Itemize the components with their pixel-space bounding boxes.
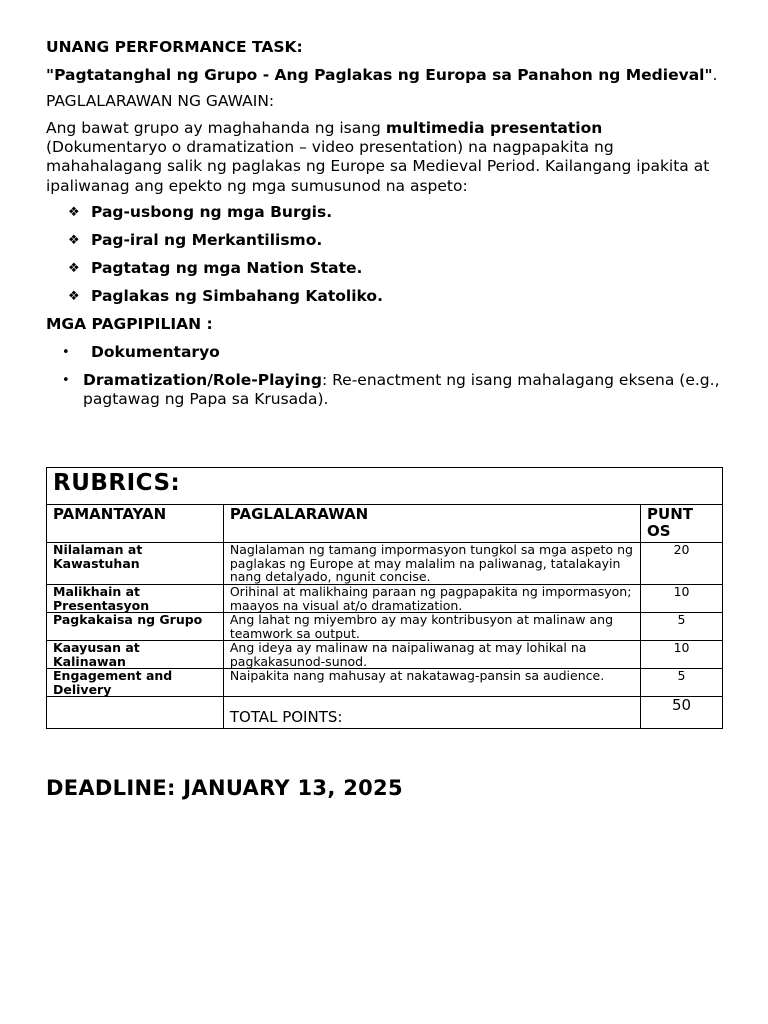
description-label: PAGLALARAWAN NG GAWAIN: [46,92,275,110]
option-item [62,371,726,409]
table-row [47,585,723,613]
table-row [47,543,723,585]
task-title-text: "Pagtatanghal ng Grupo - Ang Paglakas ng Europa sa Panahon ng Medieval" [46,66,713,84]
criterion-cell: Nilalaman at Kawastuhan [47,543,224,585]
table-row [47,641,723,669]
description-rest: (Dokumentaryo o dramatization – video presentation) na nagpapakita ng mahahalagang salik ng paglakas ng Europe sa Medieval Period. Kailangang ipakita at ipaliwanag ang epekto ng mga sumusunod na aspeto: [46,138,710,195]
aspect-item [68,203,726,222]
description-cell: Naglalaman ng tamang impormasyon tungkol sa mga aspeto ng paglakas ng Europe at may malalim na paliwanag, tatalakayin nang detalyado, ngunit concise. [223,543,640,585]
diamond-bullet-icon: ❖ [68,288,80,304]
aspect-item [68,259,726,278]
rubrics-title: RUBRICS: [47,468,723,505]
points-cell: 5 [641,613,723,641]
task-title [46,66,726,85]
options-list [46,343,726,409]
task-heading: UNANG PERFORMANCE TASK: [46,38,303,56]
column-header-description: PAGLALARAWAN [223,505,640,543]
points-cell: 5 [641,669,723,697]
description-intro: Ang bawat grupo ay maghahanda ng isang [46,119,386,137]
description-cell: Naipakita nang mahusay at nakatawag-pansin sa audience. [223,669,640,697]
task-section [46,38,726,418]
diamond-bullet-icon: ❖ [68,204,80,220]
aspect-item [68,231,726,250]
aspects-list [46,203,726,306]
rubrics-table [46,467,723,729]
total-points-label: TOTAL POINTS: [223,697,640,729]
diamond-bullet-icon: ❖ [68,232,80,248]
aspect-item [68,287,726,306]
option-name: Dokumentaryo [91,342,220,361]
criterion-cell: Kaayusan at Kalinawan [47,641,224,669]
criterion-cell: Malikhain at Presentasyon [47,585,224,613]
option-item [62,343,726,362]
points-cell: 10 [641,641,723,669]
option-name: Dramatization/Role-Playing [83,370,322,389]
total-row [47,697,723,729]
diamond-bullet-icon: ❖ [68,260,80,276]
description-cell: Ang ideya ay malinaw na naipaliwanag at may lohikal na pagkakasunod-sunod. [223,641,640,669]
table-row [47,669,723,697]
aspect-label: Paglakas ng Simbahang Katoliko. [91,286,383,305]
description-cell: Orihinal at malikhaing paraan ng pagpapakita ng impormasyon; maayos na visual at/o dramatization. [223,585,640,613]
aspect-label: Pagtatag ng mga Nation State. [91,258,363,277]
task-description [46,119,726,196]
dot-bullet-icon: • [62,344,70,360]
description-cell: Ang lahat ng miyembro ay may kontribusyon at malinaw ang teamwork sa output. [223,613,640,641]
options-label: MGA PAGPIPILIAN : [46,314,213,333]
points-cell: 20 [641,543,723,585]
total-points-value: 50 [641,697,723,729]
empty-cell [47,697,224,729]
rubrics-title-row [47,468,723,505]
aspect-label: Pag-iral ng Merkantilismo. [91,230,323,249]
aspect-label: Pag-usbong ng mga Burgis. [91,202,333,221]
column-header-criterion: PAMANTAYAN [47,505,224,543]
dot-bullet-icon: • [62,372,70,388]
table-row [47,613,723,641]
column-header-points: PUNT OS [641,505,723,543]
option-detail: : Re-enactment ng isang mahalagang eksena (e.g., pagtawag ng Papa sa Krusada). [83,370,720,408]
deadline: DEADLINE: JANUARY 13, 2025 [46,776,403,800]
task-title-period: . [712,66,718,84]
rubrics-header-row [47,505,723,543]
description-bold: multimedia presentation [385,119,603,137]
points-cell: 10 [641,585,723,613]
criterion-cell: Engagement and Delivery [47,669,224,697]
criterion-cell: Pagkakaisa ng Grupo [47,613,224,641]
